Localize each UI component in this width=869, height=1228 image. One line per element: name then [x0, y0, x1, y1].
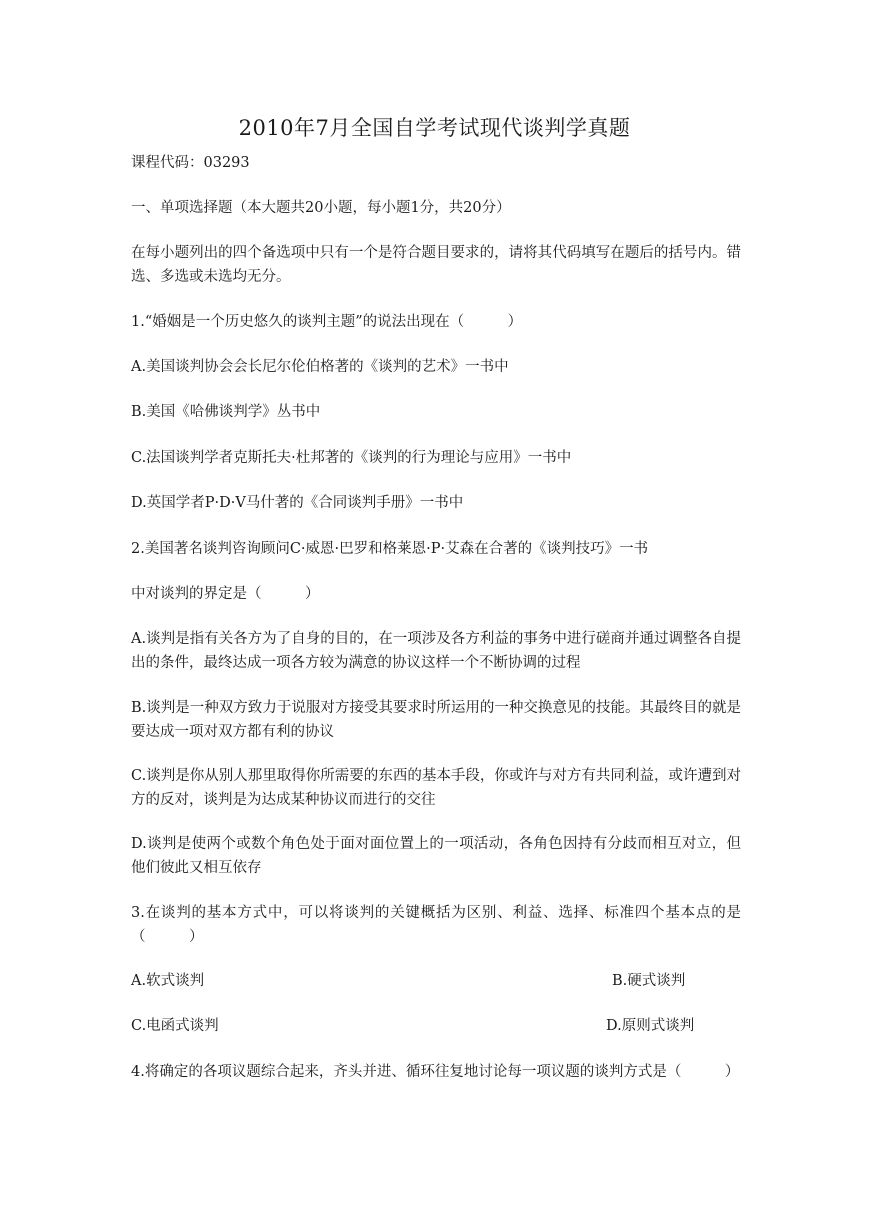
question-3-option-c: C.电函式谈判 — [131, 1018, 219, 1034]
course-code: 课程代码：03293 — [131, 155, 250, 171]
question-2-option-a: A.谈判是指有关各方为了自身的目的，在一项涉及各方利益的事务中进行磋商并通过调整各自提出的条件，最终达成一项各方较为满意的协议这样一个不断协调的过程 — [131, 631, 741, 671]
question-1-option-b: B.美国《哈佛谈判学》丛书中 — [131, 404, 321, 420]
question-1-option-c: C.法国谈判学者克斯托夫·杜邦著的《谈判的行为理论与应用》一书中 — [131, 450, 572, 466]
question-1-option-d: D.英国学者P·D·V马什著的《合同谈判手册》一书中 — [131, 495, 464, 511]
question-2-stem-line2: 中对谈判的界定是（ ） — [131, 586, 320, 602]
question-1-option-a: A.美国谈判协会会长尼尔伦伯格著的《谈判的艺术》一书中 — [131, 359, 509, 375]
question-2-stem-line1: 2.美国著名谈判咨询顾问C·威恩·巴罗和格莱恩·P·艾森在合著的《谈判技巧》一书 — [131, 541, 649, 557]
section-heading: 一、单项选择题（本大题共20小题，每小题1分，共20分） — [131, 200, 511, 216]
question-3-option-b: B.硬式谈判 — [612, 973, 686, 989]
question-2-option-b: B.谈判是一种双方致力于说服对方接受其要求时所运用的一种交换意见的技能。其最终目的就是要达成一项对双方都有利的协议 — [131, 700, 741, 740]
question-3-stem: 3.在谈判的基本方式中，可以将谈判的关键概括为区别、利益、选择、标准四个基本点的是（ ） — [131, 905, 741, 945]
question-1-stem: 1.“婚姻是一个历史悠久的谈判主题”的说法出现在（ ） — [131, 314, 523, 330]
question-2-option-d: D.谈判是使两个或数个角色处于面对面位置上的一项活动，各角色因持有分歧而相互对立，但他们彼此又相互依存 — [131, 836, 741, 876]
question-3-option-d: D.原则式谈判 — [606, 1018, 695, 1034]
question-2-option-c: C.谈判是你从别人那里取得你所需要的东西的基本手段，你或许与对方有共同利益，或许遭到对方的反对，谈判是为达成某种协议而进行的交往 — [131, 768, 741, 808]
question-4-stem: 4.将确定的各项议题综合起来，齐头并进、循环往复地讨论每一项议题的谈判方式是（ ） — [131, 1064, 740, 1080]
question-3-option-a: A.软式谈判 — [131, 973, 205, 989]
instructions: 在每小题列出的四个备选项中只有一个是符合题目要求的，请将其代码填写在题后的括号内。错选、多选或未选均无分。 — [131, 245, 741, 285]
page-title: 2010年7月全国自学考试现代谈判学真题 — [238, 116, 631, 140]
